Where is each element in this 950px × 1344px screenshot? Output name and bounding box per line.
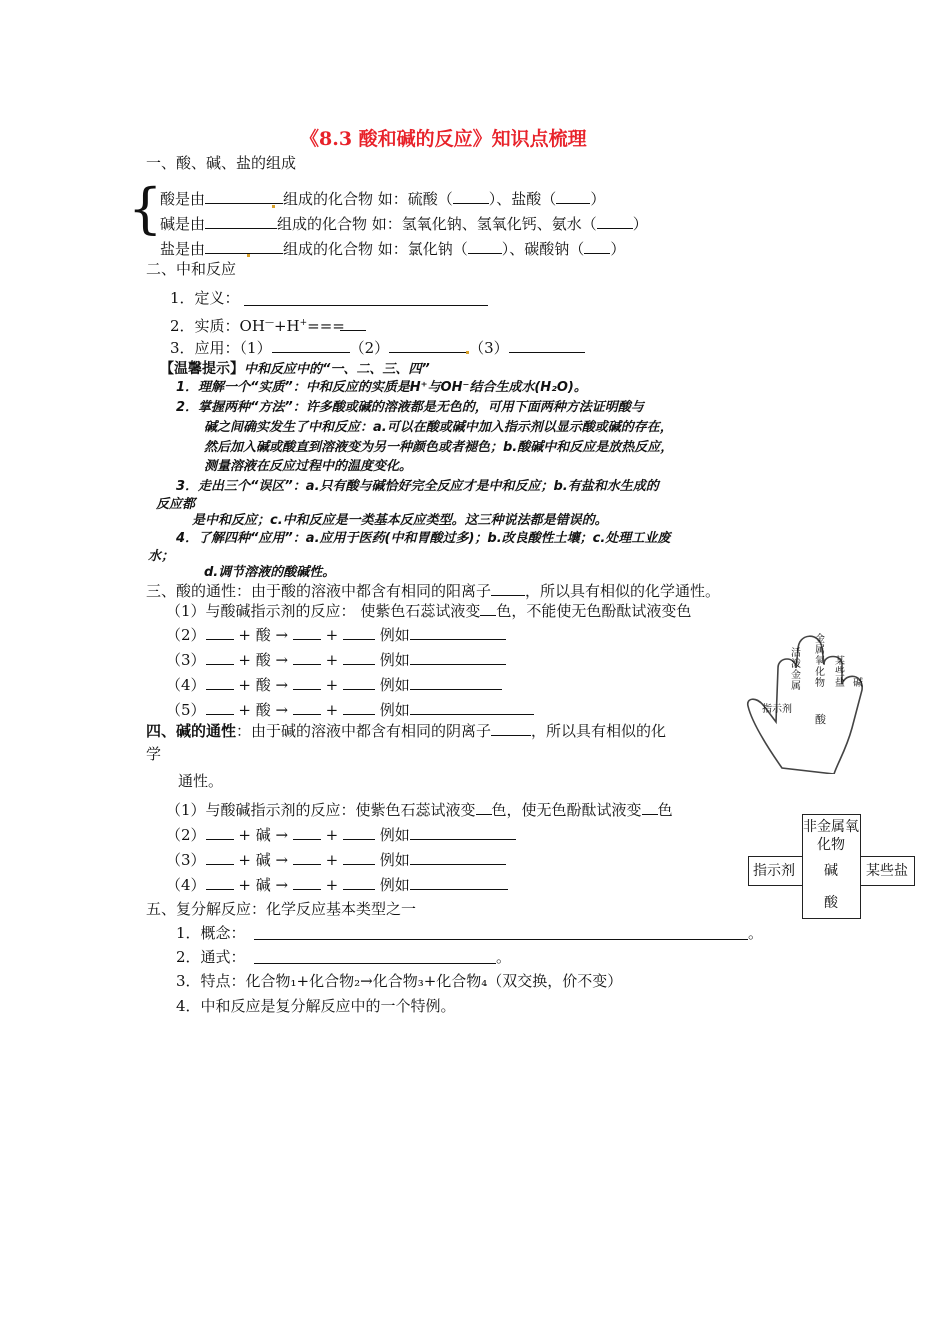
answer-line (244, 305, 488, 306)
base-composition: 碱是由 组成的化合物 如：氢氧化钠、氢氧化钙、氨水（ ） (160, 215, 648, 233)
tip-line-2c: 然后加入碱或酸直到溶液变为另一种颜色或者褪色；b.酸碱中和反应是放热反应， (204, 440, 674, 455)
acid-indicator: （1）与酸碱指示剂的反应： 使紫色石蕊试液变 色，不能使无色酚酞试液变色 (166, 602, 692, 620)
property-row: （3） + 酸 → + 例如 (166, 649, 506, 671)
cross-top: 非金属氧化物 (803, 819, 859, 853)
dot-mark (272, 205, 275, 208)
hand-finger-active-metal: 活泼金属 (791, 648, 801, 692)
property-row: （2） + 碱 → + 例如 (166, 824, 516, 846)
left-brace: { (128, 177, 163, 240)
answer-line (340, 330, 366, 331)
tip-line-3a: 3．走出三个“误区”：a.只有酸与碱恰好完全反应才是中和反应；b.有盐和水生成的 (176, 479, 659, 494)
dot-mark (247, 254, 250, 257)
cross-center: 碱 (824, 863, 838, 879)
acid-composition: 酸是由 组成的化合物 如：硫酸（ ）、盐酸（ ） (160, 190, 606, 208)
property-row: （4） + 碱 → + 例如 (166, 874, 508, 896)
hand-finger-base: 碱 (853, 678, 863, 689)
base-indicator: （1）与酸碱指示剂的反应：使紫色石蕊试液变 色，使无色酚酞试液变 色 (166, 801, 673, 819)
period-mark: 。 (496, 948, 512, 966)
cross-left: 指示剂 (753, 863, 795, 879)
tip-header: 【温馨提示】中和反应中的“一、二、三、四” (160, 361, 430, 377)
section-4-heading-end: 通性。 (178, 772, 224, 790)
hand-diagram (742, 628, 878, 774)
tip-line-1: 1．理解一个“实质”：中和反应的实质是H⁺与OH⁻结合生成水(H₂O)。 (176, 380, 587, 395)
page-title: 《8.3 酸和碱的反应》知识点梳理 (300, 128, 587, 150)
hand-finger-salt: 某些盐 (835, 656, 845, 689)
cross-bottom: 酸 (824, 895, 838, 911)
tip-line-4a: 4．了解四种“应用”：a.应用于医药(中和胃酸过多)；b.改良酸性土壤；c.处理工业废 (176, 531, 671, 546)
period-mark: 。 (748, 924, 764, 942)
hand-finger-metal-oxide: 金属氧化物 (815, 634, 825, 689)
formula-label: 2．通式： (176, 948, 246, 966)
property-row: （5） + 酸 → + 例如 (166, 699, 534, 721)
hand-palm-acid: 酸 (815, 713, 826, 726)
property-row: （4） + 酸 → + 例如 (166, 674, 502, 696)
essence-line: 2．实质：OH—+H+=== (170, 317, 345, 335)
concept-label: 1．概念： (176, 924, 246, 942)
section-1-heading: 一、酸、碱、盐的组成 (146, 154, 297, 172)
feature-line: 3．特点：化合物₁+化合物₂→化合物₃+化合物₄（双交换，价不变） (176, 972, 623, 990)
special-case-line: 4．中和反应是复分解反应中的一个特例。 (176, 997, 456, 1015)
tip-line-3b: 反应都 (156, 497, 196, 512)
tip-line-2b: 碱之间确实发生了中和反应：a.可以在酸或碱中加入指示剂以显示酸或碱的存在， (204, 420, 673, 435)
property-row: （2） + 酸 → + 例如 (166, 624, 506, 646)
answer-line (254, 939, 748, 940)
application-line: 3．应用：（1） （2） （3） (170, 337, 585, 359)
section-4-heading: 四、碱的通性：由于碱的溶液中都含有相同的阴离子 ，所以具有相似的化 (146, 722, 667, 740)
section-3-heading: 三、酸的通性：由于酸的溶液中都含有相同的阳离子 ，所以具有相似的化学通性。 (146, 582, 721, 600)
dot-mark (466, 351, 469, 354)
tip-line-4c: d.调节溶液的酸碱性。 (204, 565, 336, 580)
tip-line-2a: 2．掌握两种“方法”：许多酸或碱的溶液都是无色的，可用下面两种方法证明酸与 (176, 400, 644, 415)
salt-composition: 盐是由 组成的化合物 如：氯化钠（ ）、碳酸钠（ ） (160, 240, 626, 258)
tip-line-4b: 水； (148, 549, 175, 564)
section-5-heading: 五、复分解反应：化学反应基本类型之一 (146, 900, 417, 918)
tip-line-2d: 测量溶液在反应过程中的温度变化。 (204, 459, 413, 474)
tip-line-3c: 是中和反应；c.中和反应是一类基本反应类型。这三种说法都是错误的。 (192, 513, 608, 528)
answer-line (254, 963, 496, 964)
section-2-heading: 二、中和反应 (146, 260, 237, 278)
section-4-heading-wrap: 学 (146, 745, 162, 763)
definition-label: 1．定义： (170, 289, 240, 307)
hand-thumb-indicator: 指示剂 (762, 704, 792, 715)
cross-right: 某些盐 (866, 863, 908, 879)
property-row: （3） + 碱 → + 例如 (166, 849, 506, 871)
